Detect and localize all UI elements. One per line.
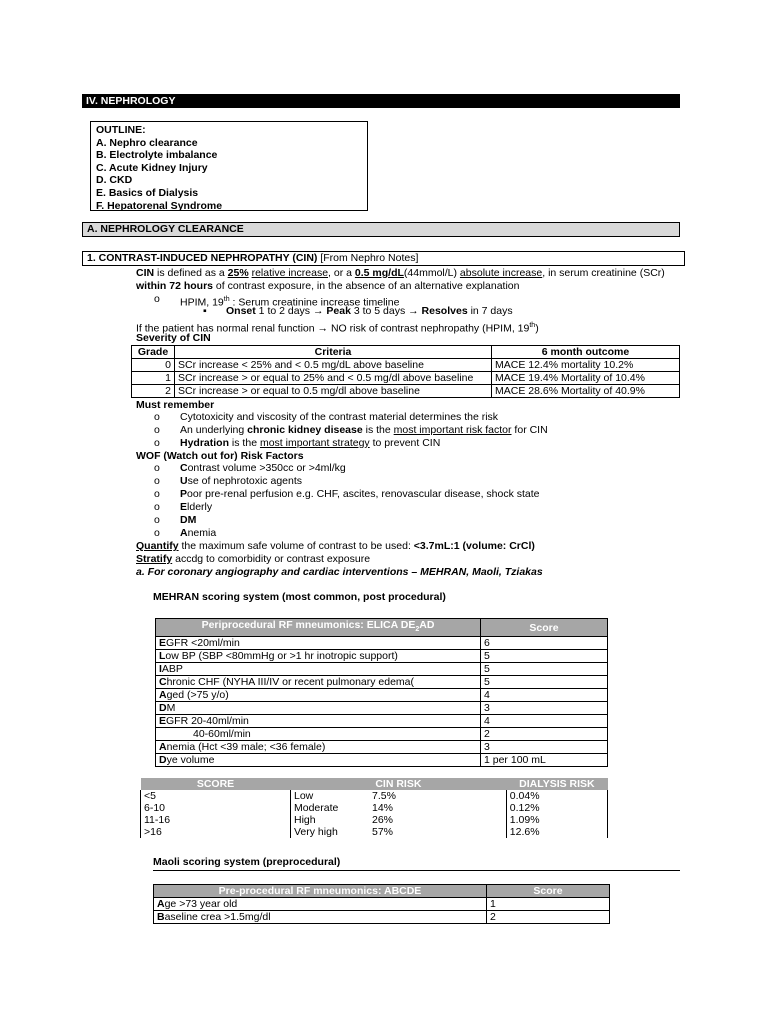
must-remember-item <box>180 424 548 437</box>
wof-text: nemia <box>187 527 217 539</box>
must-remember-item <box>180 437 440 450</box>
score-cell: 1 per 100 mL <box>481 754 608 767</box>
maoli-title: Maoli scoring system (preprocedural) <box>153 856 341 868</box>
outline-box <box>90 121 368 211</box>
rf-letter: B <box>157 911 165 923</box>
outline-item: C. Acute Kidney Injury <box>96 161 208 174</box>
risk-level: Low <box>291 790 370 802</box>
cin-risk-value: 7.5% <box>372 790 396 802</box>
score-range: 11-16 <box>141 814 291 826</box>
rf-text: ABP <box>161 663 183 676</box>
text: is the <box>362 424 394 436</box>
grade-cell: 1 <box>132 372 175 385</box>
grade-cell: 0 <box>132 359 175 372</box>
quantify-value: <3.7mL:1 (volume: CrCl) <box>413 540 535 552</box>
maoli-rule <box>153 870 680 871</box>
quantify-term: Quantify <box>136 540 179 552</box>
peak-label: Peak <box>326 305 351 317</box>
rf-text: hronic CHF (NYHA III/IV or recent pulmonary edema( <box>166 676 415 689</box>
wof-text: se of nephrotoxic agents <box>187 475 303 487</box>
score-range: 6-10 <box>141 802 291 814</box>
stratify-line <box>136 553 370 566</box>
score-cell: 3 <box>481 702 608 715</box>
resolves-label: Resolves <box>421 305 468 317</box>
def-relative: relative increase <box>251 267 329 279</box>
def-term: CIN <box>136 267 155 279</box>
wof-text: oor pre-renal perfusion e.g. CHF, ascites, renovascular disease, shock state <box>187 488 540 500</box>
cin-risk-value: 14% <box>372 802 394 814</box>
wof-item <box>180 462 346 475</box>
score-cell: 4 <box>481 689 608 702</box>
rf-letter: A <box>157 898 165 910</box>
def-text: , or a <box>328 267 355 279</box>
grade-cell: 2 <box>132 385 175 398</box>
outcome-header: 6 month outcome <box>492 346 680 359</box>
rf-text: ye volume <box>166 754 215 767</box>
def-absolute-value: 0.5 mg/dL <box>354 267 404 279</box>
hpim-ref: HPIM, 19 <box>180 296 224 309</box>
wof-title: WOF (Watch out for) Risk Factors <box>136 450 304 462</box>
table-row <box>141 814 608 826</box>
wof-item <box>180 488 540 501</box>
table-row <box>132 359 680 372</box>
timeline-text: 3 to 5 days → <box>350 305 422 317</box>
def-absolute: absolute increase <box>459 267 543 279</box>
table-row <box>156 702 608 715</box>
must-remember-title: Must remember <box>136 399 215 411</box>
cin-definition-line-2 <box>136 280 519 293</box>
wof-letter: U <box>180 475 188 487</box>
risk-level: Moderate <box>291 802 370 814</box>
score-range: <5 <box>141 790 291 802</box>
score-cell: 2 <box>487 911 610 924</box>
ckd-term: chronic kidney disease <box>247 424 363 436</box>
normal-renal-text: If the patient has normal renal function → NO risk of contrast nephropathy (HPIM, 19 <box>136 322 530 335</box>
table-row <box>156 676 608 689</box>
onset-label: Onset <box>226 305 256 317</box>
score-cell: 5 <box>481 650 608 663</box>
subsection-a-heading: A. NEPHROLOGY CLEARANCE <box>82 222 680 237</box>
table-row <box>141 802 608 814</box>
table-header-row <box>132 346 680 359</box>
rf-letter: A <box>159 741 167 754</box>
criteria-cell: SCr increase > or equal to 25% and < 0.5 mg/dl above baseline <box>175 372 492 385</box>
text: An underlying <box>180 424 248 436</box>
timeline-line <box>226 305 513 318</box>
subheading-a: a. For coronary angiography and cardiac interventions – MEHRAN, Maoli, Tziakas <box>136 566 543 578</box>
risk-factor-term: most important risk factor <box>393 424 512 436</box>
table-row <box>156 741 608 754</box>
grade-header: Grade <box>132 346 175 359</box>
normal-end: ) <box>535 322 539 335</box>
wof-letter: A <box>180 527 188 539</box>
rf-letter: D <box>159 702 167 715</box>
score-cell: 5 <box>481 663 608 676</box>
table-row <box>156 637 608 650</box>
header-sub: 2 <box>415 626 420 634</box>
wof-letter: C <box>180 462 188 474</box>
wof-item <box>180 514 196 527</box>
cin-risk-header: CIN RISK <box>291 778 507 790</box>
risk-level: High <box>291 814 370 826</box>
def-timeframe: within 72 hours <box>136 280 214 292</box>
text: to prevent CIN <box>369 437 441 449</box>
score-cell: 5 <box>481 676 608 689</box>
severity-table <box>131 345 680 398</box>
rf-text: M <box>166 702 176 715</box>
score-header: SCORE <box>141 778 291 790</box>
wof-item <box>180 475 302 488</box>
outline-item: A. Nephro clearance <box>96 136 198 149</box>
wof-letter: P <box>180 488 188 500</box>
table-row <box>156 715 608 728</box>
table-header-row <box>141 778 608 790</box>
criteria-cell: SCr increase < 25% and < 0.5 mg/dL above baseline <box>175 359 492 372</box>
table-row <box>154 911 610 924</box>
hpim-text: : Serum creatinine increase timeline <box>229 296 400 309</box>
table-row <box>154 898 610 911</box>
topic-1-heading <box>82 251 685 266</box>
wof-text: lderly <box>187 501 213 513</box>
mehran-score-header: Score <box>481 619 608 637</box>
def-text: (44mmol/L) <box>403 267 460 279</box>
strategy-term: most important strategy <box>259 437 370 449</box>
stratify-text: accdg to comorbidity or contrast exposure <box>172 553 371 565</box>
timeline-text: in 7 days <box>467 305 513 317</box>
header-text: Periprocedural RF mneumonics: ELICA DE <box>201 619 416 631</box>
score-cell: 1 <box>487 898 610 911</box>
normal-sup: th <box>529 322 536 329</box>
cin-definition-line <box>136 267 665 280</box>
outline-heading: OUTLINE: <box>96 124 146 136</box>
outcome-cell: MACE 28.6% Mortality of 40.9% <box>492 385 680 398</box>
hpim-sup: th <box>223 296 230 303</box>
dialysis-risk-value: 1.09% <box>506 814 607 826</box>
rf-text: GFR <20ml/min <box>166 637 240 650</box>
wof-item <box>180 527 216 540</box>
topic-1-title: 1. CONTRAST-INDUCED NEPHROPATHY (CIN) <box>87 252 318 264</box>
wof-letter: DM <box>180 514 197 526</box>
dialysis-risk-value: 12.6% <box>506 826 607 838</box>
timeline-text: 1 to 2 days → <box>255 305 327 317</box>
outline-item: F. Hepatorenal Syndrome <box>96 199 223 212</box>
def-text: of contrast exposure, in the absence of an alternative explanation <box>213 280 520 292</box>
table-row <box>141 826 608 838</box>
text: for CIN <box>511 424 548 436</box>
stratify-term: Stratify <box>136 553 173 565</box>
table-row <box>156 689 608 702</box>
maoli-score-header: Score <box>487 885 610 898</box>
table-row <box>141 790 608 802</box>
outline-item: E. Basics of Dialysis <box>96 186 199 199</box>
wof-text: ontrast volume >350cc or >4ml/kg <box>187 462 346 474</box>
rf-text: 40-60ml/min <box>193 728 251 741</box>
table-row <box>132 385 680 398</box>
quantify-line <box>136 540 535 553</box>
rf-text: nemia (Hct <39 male; <36 female) <box>166 741 326 754</box>
rf-text: ged (>75 y/o) <box>166 689 229 702</box>
hydration-term: Hydration <box>180 437 230 449</box>
def-text: , in serum creatinine (SCr) <box>542 267 665 279</box>
rf-letter: D <box>159 754 167 767</box>
criteria-cell: SCr increase > or equal to 0.5 mg/dl above baseline <box>175 385 492 398</box>
dialysis-risk-header: DIALYSIS RISK <box>506 778 607 790</box>
table-row <box>156 650 608 663</box>
rf-letter: E <box>159 715 167 728</box>
table-header-row <box>154 885 610 898</box>
rf-letter: I <box>159 663 162 676</box>
wof-item <box>180 501 212 514</box>
outline-item: D. CKD <box>96 174 133 187</box>
rf-text: ow BP (SBP <80mmHg or >1 hr inotropic support) <box>165 650 398 663</box>
quantify-text: the maximum safe volume of contrast to be used: <box>178 540 414 552</box>
rf-letter: C <box>159 676 167 689</box>
table-row <box>132 372 680 385</box>
score-range: >16 <box>141 826 291 838</box>
rf-letter: E <box>159 637 167 650</box>
wof-letter: E <box>180 501 188 513</box>
mehran-title: MEHRAN scoring system (most common, post procedural) <box>153 591 446 603</box>
rf-text: aseline crea >1.5mg/dl <box>164 911 271 923</box>
outcome-cell: MACE 19.4% Mortality of 10.4% <box>492 372 680 385</box>
score-cell: 4 <box>481 715 608 728</box>
table-row <box>156 728 608 741</box>
maoli-table <box>153 884 610 924</box>
topic-1-source: [From Nephro Notes] <box>317 252 419 264</box>
dialysis-risk-value: 0.12% <box>506 802 607 814</box>
rf-text: ge >73 year old <box>164 898 238 910</box>
rf-letter: L <box>159 650 166 663</box>
text: is the <box>229 437 260 449</box>
table-header-row <box>156 619 608 637</box>
cin-risk-value: 57% <box>372 826 394 838</box>
score-cell: 3 <box>481 741 608 754</box>
criteria-header: Criteria <box>175 346 492 359</box>
table-row <box>156 754 608 767</box>
table-row <box>156 663 608 676</box>
must-remember-item: o Cytotoxicity and viscosity of the contrast material determines the risk <box>180 411 498 424</box>
rf-letter: A <box>159 689 167 702</box>
mehran-rf-header <box>156 619 481 637</box>
score-cell: 2 <box>481 728 608 741</box>
risk-table <box>140 778 608 838</box>
rf-text: GFR 20-40ml/min <box>166 715 249 728</box>
score-cell: 6 <box>481 637 608 650</box>
outline-item: B. Electrolyte imbalance <box>96 149 218 162</box>
severity-title: Severity of CIN <box>136 332 211 344</box>
dialysis-risk-value: 0.04% <box>506 790 607 802</box>
maoli-rf-header: Pre-procedural RF mneumonics: ABCDE <box>154 885 487 898</box>
outcome-cell: MACE 12.4% mortality 10.2% <box>492 359 680 372</box>
def-text: is defined as a <box>154 267 228 279</box>
risk-level: Very high <box>291 826 370 838</box>
mehran-table <box>155 618 608 767</box>
def-percent: 25% <box>227 267 249 279</box>
header-text: AD <box>419 619 435 631</box>
section-title-bar: IV. NEPHROLOGY <box>82 94 680 108</box>
cin-risk-value: 26% <box>372 814 394 826</box>
